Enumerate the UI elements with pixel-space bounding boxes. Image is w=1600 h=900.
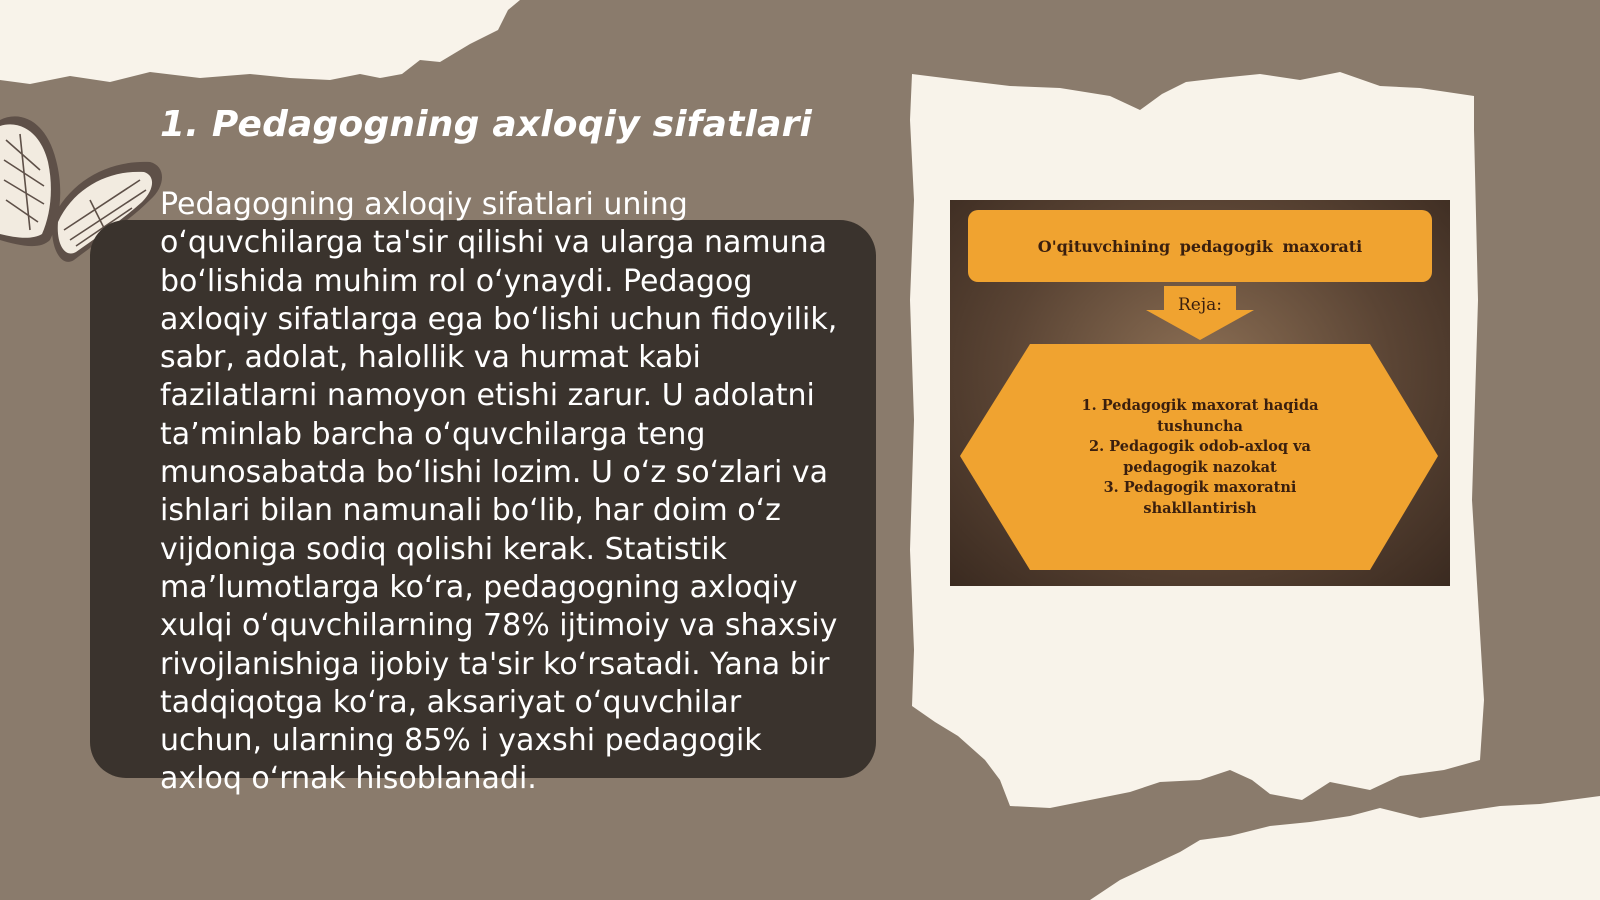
- torn-paper-top-left: [0, 0, 520, 84]
- slide-heading: 1. Pedagogning axloqiy sifatlari: [160, 104, 813, 145]
- torn-paper-bottom-right: [1090, 796, 1600, 900]
- diagram-list-item: 2. Pedagogik odob-axloq va pedagogik nazokat: [1089, 438, 1311, 476]
- diagram-image: [950, 200, 1450, 586]
- diagram-reja-label: Reja:: [1178, 295, 1222, 315]
- diagram-title: O'qituvchining pedagogik maxorati: [1037, 236, 1363, 256]
- diagram-list-item: 1. Pedagogik maxorat haqida tushuncha: [1081, 397, 1319, 435]
- diagram-list-item: 3. Pedagogik maxoratni shakllantirish: [1103, 479, 1297, 517]
- slide-body-text: Pedagogning axloqiy sifatlari uning oʻquvchilarga ta'sir qilishi va ularga namuna boʻlishida muhim rol oʻynaydi. Pedagog axloqiy sifatlarga ega boʻlishi uchun fidoyilik, sabr, adolat, halollik va hurmat kabi fazilatlarni namoyon etishi zarur. U adolatni ta’minlab barcha oʻquvchilarga teng munosabatda boʻlishi lozim. U oʻz soʻzlari va ishlari bilan namunali boʻlib, har doim oʻz vijdoniga sodiq qolishi kerak. Statistik ma’lumotlarga koʻra, pedagogning axloqiy xulqi oʻquvchilarning 78% ijtimoiy va shaxsiy rivojlanishiga ijobiy ta'sir koʻrsatadi. Yana bir tadqiqotga koʻra, aksariyat oʻquvchilar uchun, ularning 85% i yaxshi pedagogik axloq oʻrnak hisoblanadi.: [160, 187, 838, 797]
- diagram-list: [1050, 396, 1350, 520]
